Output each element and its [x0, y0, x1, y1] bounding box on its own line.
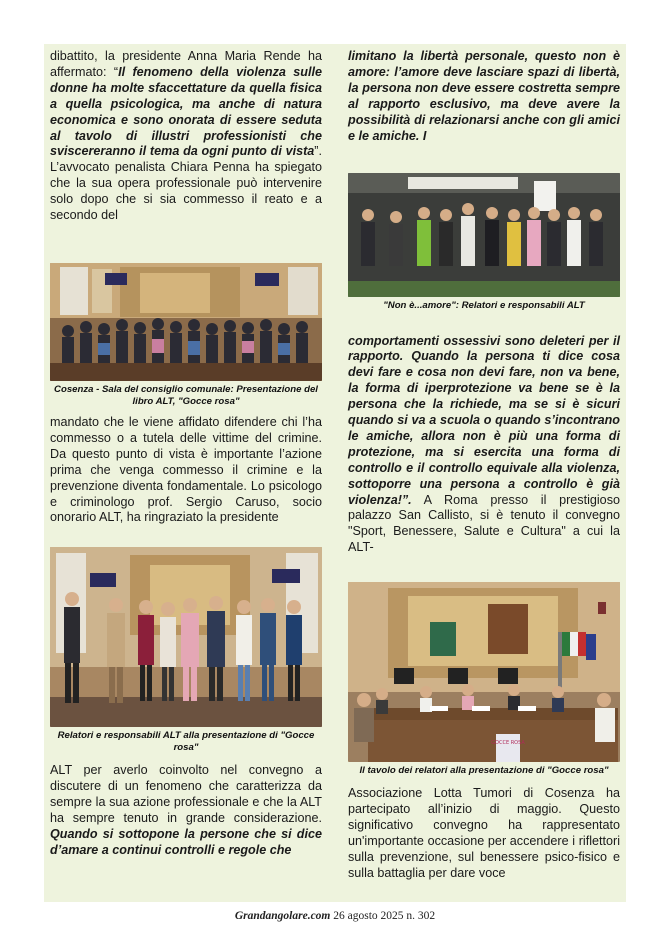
text-span: ”. L’avvocato penalista Chiara Penna ha spiegato che la sua opera professionale può intervenire solo dopo che si sia commesso il reato e a secondo del: [50, 144, 322, 223]
text-span: dibattito, la presidente Anna Maria Rende ha affermato: “: [50, 49, 322, 79]
page-footer: [0, 910, 670, 922]
quote-bold: comportamenti ossessivi sono deleteri per il rapporto. Quando la persona ti dice cosa devi fare e cosa non devi fare, non va bene, la forma di iperprotezione va bene se è la persona che la richiede, ma se si è sicuri quando si va a scuola o quando s’incontrano le amiche, allora non è più una forma di protezione, ma si esercita una forma di controllo e il controllo equivale alla violenza, sottoporre una persona a controllo è già violenza!”.: [348, 333, 620, 507]
right-paragraph-2: [348, 334, 620, 574]
text-span: ALT per averlo coinvolto nel convegno a discutere di un fenomeno che caratterizza da sempre la sua azione professionale e che la ALT ha sempre tenuto in grande considerazione.: [50, 763, 322, 825]
left-paragraph-3: [50, 763, 322, 858]
footer-brand: Grandangolare.com: [234, 910, 331, 922]
left-paragraph-1: [50, 49, 322, 259]
quote-bold: limitano la libertà personale, questo non è amore: l’amore deve lasciare spazi di libertà, la persona non deve essere costretta sempre al rapporto esclusivo, ma deve avere la possibilità di relazionarsi anche con gli amici e le amiche. I: [348, 49, 620, 143]
photo-caption-3: "Non è...amore": Relatori e responsabili ALT: [383, 300, 585, 311]
photo-caption-1: Cosenza - Sala del consiglio comunale: Presentazione del libro ALT, "Gocce rosa": [54, 384, 318, 407]
photo-stage-group: [348, 173, 620, 297]
text-span: A Roma presso il prestigioso palazzo San Callisto, si è tenuto il convegno "Sport, Benessere, Salute e Cultura" a cui la ALT-: [348, 492, 620, 555]
left-column: [50, 49, 322, 858]
photo-speakers-table: [348, 582, 620, 762]
photo-caption-4: Il tavolo dei relatori alla presentazione di "Gocce rosa": [359, 764, 609, 776]
banner-text: GOCCE ROSA: [491, 739, 525, 746]
quote-bold: Quando si sottopone la persone che si dice d’amare a continui controlli e regole che: [50, 826, 322, 857]
right-column: [348, 49, 620, 881]
footer-issue: 26 agosto 2025 n. 302: [330, 910, 436, 922]
page-body: [44, 44, 626, 902]
right-paragraph-1: [348, 49, 620, 161]
left-paragraph-2: mandato che le viene affidato difendere chi l’ha commesso o a tutela delle vittime del crimine. Da questo punto di vista è importante l’azione prima che venga commesso il crimine e la prevenzione diventa fondamentale. Lo psicologo e criminologo prof. Sergio Caruso, socio onorario ALT, ha ringraziato la presidente: [50, 415, 322, 525]
photo-speakers-standing: [50, 547, 322, 727]
quote-bold: Il fenomeno della violenza sulle donne ha molte sfaccettature da quella fisica a quella psicologica, ma anche di natura economica e sono onorata di essere seduta al tavolo di illustri professionisti che sviscereranno il tema da ogni punto di vista: [50, 64, 322, 159]
right-paragraph-3: Associazione Lotta Tumori di Cosenza ha partecipato all’inizio di maggio. Questo significativo convegno ha rappresentato un'importante occasione per accendere i riflettori sulla prevenzione, sul benessere psico-fisico e sulla battaglia per dare voce: [348, 786, 620, 880]
photo-caption-2: Relatori e responsabili ALT alla presentazione di "Gocce rosa": [57, 730, 315, 753]
photo-council-hall-group: [50, 263, 322, 381]
